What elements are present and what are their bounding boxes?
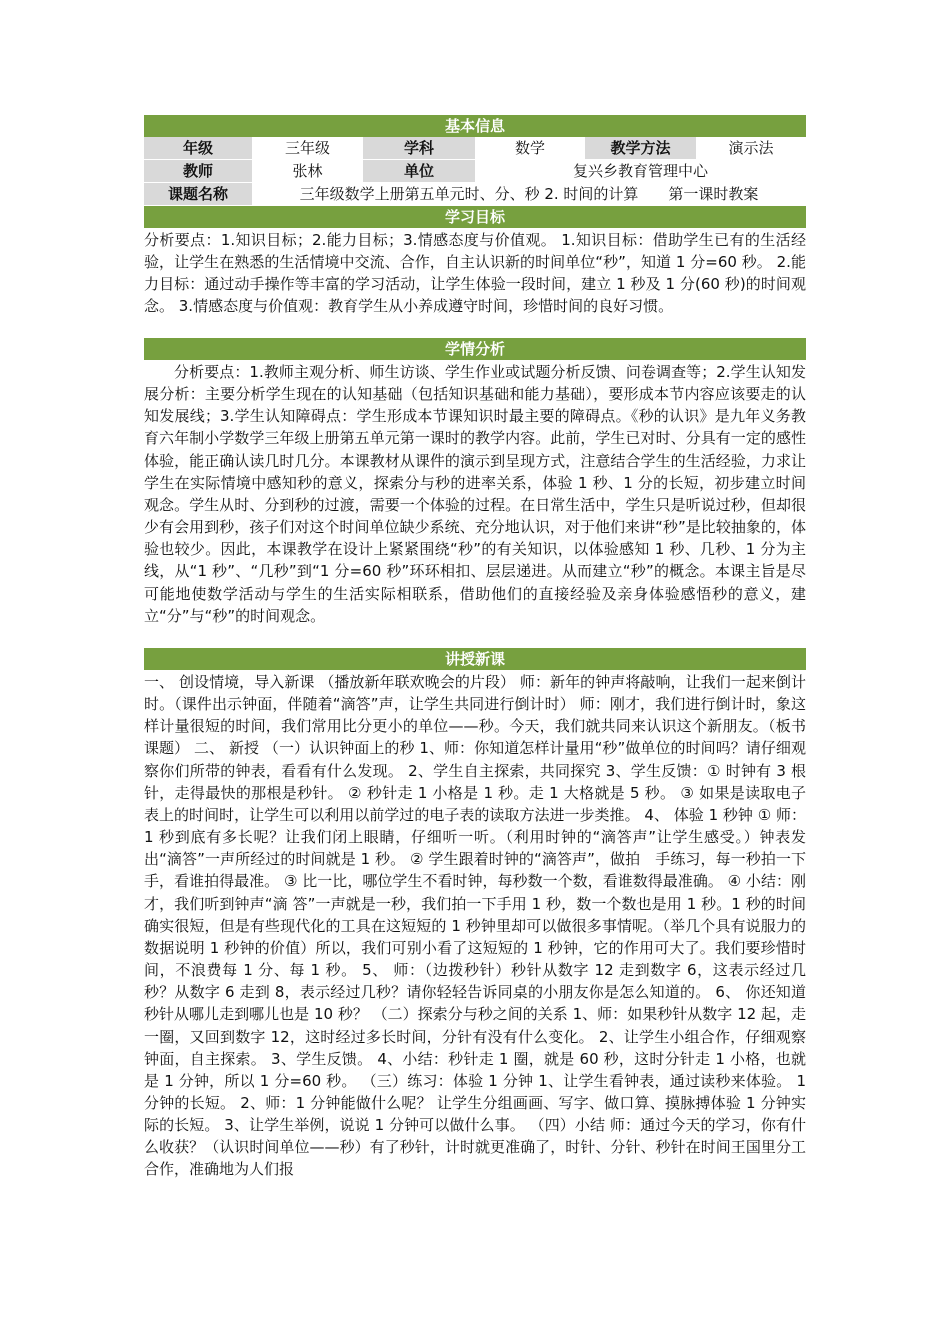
info-row-grade	[144, 137, 806, 160]
section-header-lesson: 讲授新课	[144, 648, 806, 670]
info-row-teacher	[144, 160, 806, 183]
unit-value: 复兴乡教育管理中心	[475, 160, 806, 183]
basic-info-table	[144, 137, 806, 206]
grade-label: 年级	[144, 137, 252, 160]
section-header-basic-info: 基本信息	[144, 115, 806, 137]
topic-label: 课题名称	[144, 183, 252, 206]
info-row-topic	[144, 183, 806, 206]
grade-value: 三年级	[252, 137, 363, 160]
lesson-plan-sheet	[144, 115, 806, 1226]
method-label: 教学方法	[585, 137, 696, 160]
analysis-text: 分析要点：1.教师主观分析、师生访谈、学生作业或试题分析反馈、问卷调查等；2.学生认知发展分析：主要分析学生现在的认知基础（包括知识基础和能力基础），要形成本节内容应该要走的认知发展线；3.学生认知障碍点：学生形成本节课知识时最主要的障碍点。《秒的认识》是九年义务教育六年制小学数学三年级上册第五单元第一课时的教学内容。此前，学生已对时、分具有一定的感性体验，能正确认读几时几分。本课教材从课件的演示到呈现方式，注意结合学生的生活经验，力求让学生在实际情境中感知秒的意义，探索分与秒的进率关系，体验 1 秒、1 分的长短，初步建立时间观念。学生从时、分到秒的过渡，需要一个体验的过程。在日常生活中，学生只是听说过秒，但却很少有会用到秒，孩子们对这个时间单位缺少系统、充分地认识，对于他们来讲“秒”是比较抽象的，体验也较少。因此，本课教学在设计上紧紧围绕“秒”的有关知识，以体验感知 1 秒、几秒、1 分为主线，从“1 秒”、“几秒”到“1 分=60 秒”环环相扣、层层递进。从而建立“秒”的概念。本课主旨是尽可能地使数学活动与学生的生活实际相联系，借助他们的直接经验及亲身体验感悟秒的意义，建立“分”与“秒”的时间观念。	[144, 363, 806, 625]
method-value: 演示法	[696, 137, 806, 160]
lesson-text: 一、 创设情境，导入新课 （播放新年联欢晚会的片段） 师：新年的钟声将敲响，让我们一起来倒计时。（课件出示钟面，伴随着“滴答”声，让学生共同进行倒计时） 师：刚才，我们进行倒计时，象这样计量很短的时间，我们常用比分更小的单位——秒。今天，我们就共同来认识这个新朋友。（板书课题） 二、 新授 （一）认识钟面上的秒 1、师：你知道怎样计量用“秒”做单位的时间吗？请仔细观察你们所带的钟表，看看有什么发现。 2、学生自主探索，共同探究 3、学生反馈：① 时钟有 3 根针，走得最快的那根是秒针。 ② 秒针走 1 小格是 1 秒。走 1 大格就是 5 秒。 ③ 如果是读取电子表上的时间时，让学生可以利用以前学过的电子表的读取方法进一步类推。 4、 体验 1 秒钟 ① 师：1 秒到底有多长呢？让我们闭上眼睛，仔细听一听。（利用时钟的“滴答声”让学生感受。）钟表发出“滴答”一声所经过的时间就是 1 秒。 ② 学生跟着时钟的“滴答声”，做拍 手练习，每一秒拍一下手，看谁拍得最准。 ③ 比一比，哪位学生不看时钟，每秒数一个数，看谁数得最准确。 ④ 小结：刚才，我们听到钟声“滴 答”一声就是一秒，我们拍一下手用 1 秒，数一个数也是用 1 秒。1 秒的时间确实很短，但是有些现代化的工具在这短短的 1 秒钟里却可以做很多事情呢。（举几个具有说服力的数据说明 1 秒钟的价值）所以，我们可别小看了这短短的 1 秒钟，它的作用可大了。我们要珍惜时间，不浪费每 1 分、每 1 秒。 5、 师：（边拨秒针）秒针从数字 12 走到数字 6，这表示经过几秒？从数字 6 走到 8，表示经过几秒？请你轻轻告诉同桌的小朋友你是怎么知道的。 6、 你还知道秒针从哪儿走到哪儿也是 10 秒？ （二）探索分与秒之间的关系 1、师：如果秒针从数字 12 起，走一圈，又回到数字 12，这时经过多长时间，分针有没有什么变化。 2、让学生小组合作，仔细观察钟面，自主探索。 3、学生反馈。 4、小结：秒针走 1 圈，就是 60 秒，这时分针走 1 小格，也就是 1 分钟，所以 1 分=60 秒。 （三）练习：体验 1 分钟 1、让学生看钟表，通过读秒来体验。 1 分钟的长短。 2、师：1 分钟能做什么呢？ 让学生分组画画、写字、做口算、摸脉搏体验 1 分钟实际的长短。 3、让学生举例，说说 1 分钟可以做什么事。 （四）小结 师：通过今天的学习，你有什么收获？（认识时间单位——秒）有了秒针，计时就更准确了，时针、分针、秒针在时间王国里分工合作，准确地为人们报	[144, 673, 806, 1179]
subject-label: 学科	[363, 137, 475, 160]
topic-value: 三年级数学上册第五单元时、分、秒 2. 时间的计算 第一课时教案	[252, 183, 806, 206]
unit-label: 单位	[363, 160, 475, 183]
section-header-objectives: 学习目标	[144, 206, 806, 228]
teacher-value: 张林	[252, 160, 363, 183]
section-header-analysis: 学情分析	[144, 338, 806, 360]
teacher-label: 教师	[144, 160, 252, 183]
subject-value: 数学	[475, 137, 585, 160]
objectives-text: 分析要点：1.知识目标；2.能力目标；3.情感态度与价值观。 1.知识目标：借助学生已有的生活经验，让学生在熟悉的生活情境中交流、合作，自主认识新的时间单位“秒”，知道 1 分=60 秒。 2.能力目标：通过动手操作等丰富的学习活动，让学生体验一段时间，建立 1 秒及 1 分(60 秒)的时间观念。 3.情感态度与价值观：教育学生从小养成遵守时间，珍惜时间的良好习惯。	[144, 231, 806, 316]
